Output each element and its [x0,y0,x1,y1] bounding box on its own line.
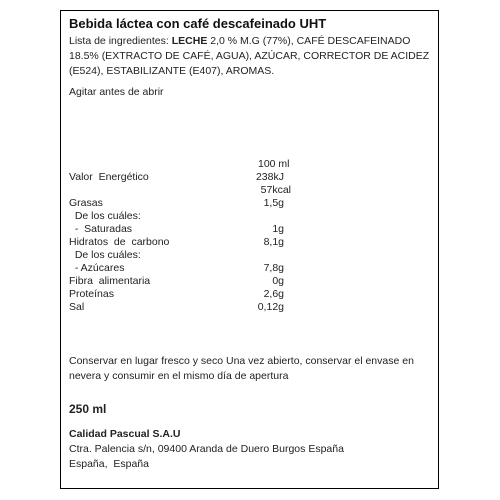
nutrition-value: 8,1g [263,236,284,248]
net-content: 250 ml [69,402,107,416]
storage-instructions: Conservar en lugar fresco y seco Una vez abierto, conservar el envase en nevera y consumir en el mismo día de apertura [69,355,414,382]
nutrition-label: Fibra alimentaria [69,275,151,287]
nutrition-label: - Azúcares [69,262,125,274]
nutrition-value: 0g [272,275,284,287]
nutrition-value: 57kcal [260,184,291,196]
nutrition-value: 2,6g [263,288,284,300]
nutrition-label: Hidratos de carbono [69,236,170,248]
nutrition-label: Proteínas [69,288,114,300]
company-country: España, España [69,458,149,470]
company-address-block [69,442,344,472]
company-name: Calidad Pascual S.A.U [69,428,181,440]
ingredients-list [69,34,435,79]
nutrition-value: 7,8g [263,262,284,274]
nutrition-value: 1g [272,223,284,235]
ingredients-prefix: Lista de ingredientes: [69,35,172,47]
nutrition-label: Sal [69,301,85,313]
product-title: Bebida láctea con café descafeinado UHT [69,16,327,31]
nutrition-label: De los cuáles: [69,210,141,222]
ingredients-rest: 2,0 % M.G (77%), CAFÉ DESCAFEINADO 18.5% (EXTRACTO DE CAFÉ, AGUA), AZÚCAR, CORRECTOR DE ACIDEZ (E524), ESTABILIZANTE (E407), AROMAS. [69,35,430,77]
label-frame [60,10,439,489]
nutrition-label: - Saturadas [69,223,133,235]
nutrition-label: Grasas [69,197,103,209]
nutrition-label: Valor Energético [69,171,149,183]
nutrition-value: 0,12g [257,301,284,313]
company-address: Ctra. Palencia s/n, 09400 Aranda de Duero Burgos España [69,443,344,455]
nutrition-header: 100 ml [258,158,290,170]
nutrition-value: 238kJ [255,171,284,183]
nutrition-value: 1,5g [263,197,284,209]
nutrition-label: De los cuáles: [69,249,141,261]
shake-instruction: Agitar antes de abrir [69,86,164,98]
ingredients-allergen: LECHE [171,35,208,47]
